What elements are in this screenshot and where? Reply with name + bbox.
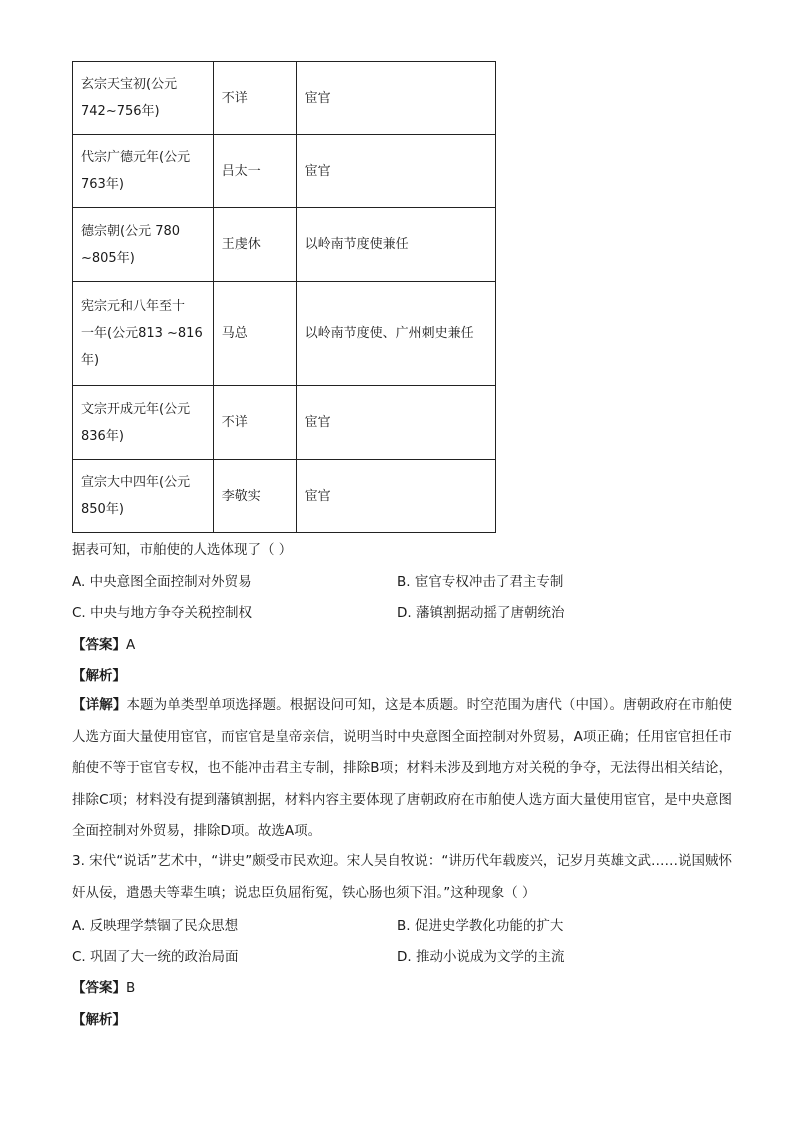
name-cell: 李敬实 <box>213 460 296 533</box>
period-line: 代宗广德元年(公元 <box>81 150 191 165</box>
period-line: 玄宗天宝初(公元 <box>81 77 178 92</box>
method-cell: 宦官 <box>296 62 495 135</box>
analysis-tag: 【解析】 <box>72 1012 126 1028</box>
q3-answer-line <box>72 976 135 996</box>
answer-tag: 【答案】 <box>72 637 126 653</box>
q2-answer-line <box>72 633 135 653</box>
period-line: 文宗开成元年(公元 <box>81 401 191 417</box>
period-cell <box>73 135 214 208</box>
period-line: 742~756年) <box>81 104 160 119</box>
envoy-row <box>73 386 496 460</box>
period-line: 德宗朝(公元 780 <box>81 223 181 239</box>
detail-tag: 【详解】 <box>72 697 127 713</box>
envoy-row <box>73 135 496 208</box>
q2-answer: A <box>126 637 136 653</box>
period-line: 763年) <box>81 177 124 192</box>
method-cell: 宦官 <box>296 135 495 208</box>
q2-detail-text: 本题为单类型单项选择题。根据设问可知，这是本质题。时空范围为唐代（中国）。唐朝政府在市舶使人选方面大量使用宦官，而宦官是皇帝亲信，说明当时中央意图全面控制对外贸易，A项正确；任用宦官担任市舶使不等于宦官专权，也不能冲击君主专制，排除B项；材料未涉及到地方对关税的争夺，无法得出相关结论，排除C项；材料没有提到藩镇割据，材料内容主要体现了唐朝政府在市舶使人选方面大量使用宦官，是中央意图全面控制对外贸易，排除D项。故选A项。 <box>72 697 732 839</box>
period-line: 836年) <box>81 428 124 444</box>
period-cell <box>73 62 214 135</box>
period-line: 一年(公元813 ~816 <box>81 326 203 341</box>
period-cell <box>73 386 214 460</box>
period-cell <box>73 282 214 386</box>
q2-stem: 据表可知，市舶使的人选体现了（ ） <box>72 542 293 558</box>
q3-stem: 3. 宋代“说话”艺术中，“讲史”颇受市民欢迎。宋人吴自牧说：“讲历代年载废兴，记岁月英雄文武……说国贼怀奸从佞，遣愚夫等辈生嗔；说忠臣负屈衔冤，铁心肠也须下泪。”这种现象（ ） <box>72 853 732 901</box>
name-cell: 吕太一 <box>213 135 296 208</box>
name-cell: 不详 <box>213 62 296 135</box>
answer-tag: 【答案】 <box>72 980 126 996</box>
q2-option-d: D. 藩镇割据动摇了唐朝统治 <box>397 605 565 621</box>
q2-option-c: C. 中央与地方争夺关税控制权 <box>72 605 253 621</box>
envoy-row <box>73 208 496 282</box>
q3-option-d: D. 推动小说成为文学的主流 <box>397 949 565 965</box>
name-cell: 王虔休 <box>213 208 296 282</box>
period-cell <box>73 460 214 533</box>
period-line: 宣宗大中四年(公元 <box>81 475 191 490</box>
envoy-row <box>73 460 496 533</box>
name-cell: 不详 <box>213 386 296 460</box>
period-line: ~805年) <box>81 250 135 266</box>
q3-analysis-tag <box>72 1008 126 1028</box>
q3-option-a: A. 反映理学禁锢了民众思想 <box>72 918 239 934</box>
q2-option-b: B. 宦官专权冲击了君主专制 <box>397 574 564 590</box>
q2-option-a: A. 中央意图全面控制对外贸易 <box>72 574 252 590</box>
q3-option-b: B. 促进史学教化功能的扩大 <box>397 918 564 934</box>
method-cell: 以岭南节度使、广州刺史兼任 <box>296 282 495 386</box>
q2-detail-paragraph <box>72 690 732 848</box>
q3-answer: B <box>126 980 136 996</box>
period-cell <box>73 208 214 282</box>
analysis-tag: 【解析】 <box>72 668 126 684</box>
method-cell: 宦官 <box>296 460 495 533</box>
method-cell: 宦官 <box>296 386 495 460</box>
q2-analysis-tag <box>72 664 126 684</box>
shibo-envoy-table <box>72 61 496 533</box>
envoy-row <box>73 282 496 386</box>
period-line: 年) <box>81 353 100 368</box>
name-cell: 马总 <box>213 282 296 386</box>
period-line: 宪宗元和八年至十 <box>81 299 186 314</box>
period-line: 850年) <box>81 502 124 517</box>
envoy-row <box>73 62 496 135</box>
method-cell: 以岭南节度使兼任 <box>296 208 495 282</box>
q3-option-c: C. 巩固了大一统的政治局面 <box>72 949 239 965</box>
